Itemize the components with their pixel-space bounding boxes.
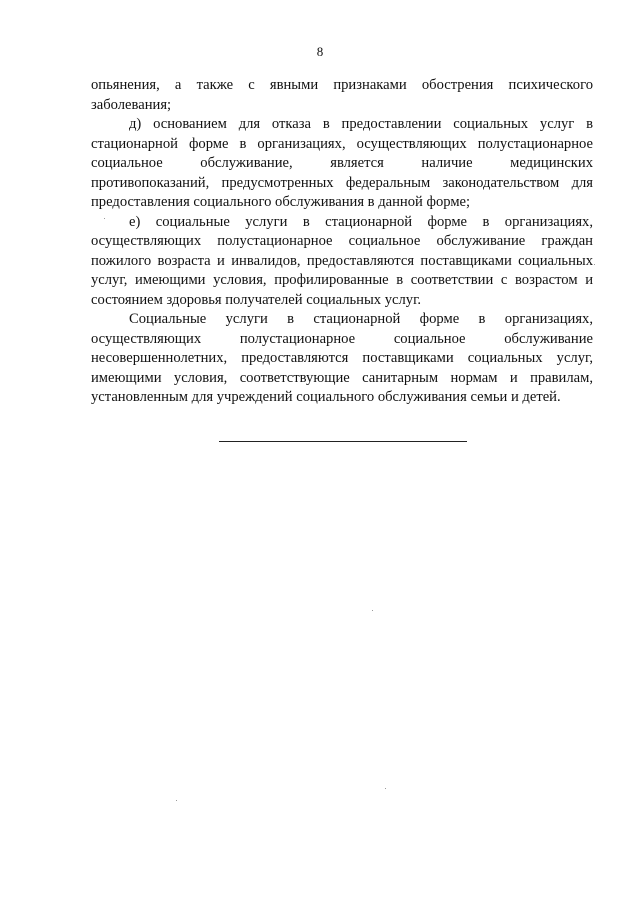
scan-speck [372, 610, 373, 611]
text-line: предоставления социального обслуживания в данной форме; [91, 194, 471, 210]
scan-speck [176, 800, 177, 801]
text-line: опьянения, а также с явными признаками обострения психического [91, 77, 593, 93]
page-number: 8 [316, 44, 324, 59]
scan-speck [594, 264, 595, 265]
text-line: противопоказаний, предусмотренных федеральным законодательством для [91, 174, 593, 191]
scan-speck [104, 218, 105, 219]
text-line: д) основанием для отказа в предоставлении социальных услуг в [129, 116, 593, 132]
scan-speck [385, 788, 386, 789]
text-line: Социальные услуги в стационарной форме в организациях, [129, 311, 593, 327]
text-line: стационарной форме в организациях, осуществляющих полустационарное [91, 135, 593, 152]
text-line: е) социальные услуги в стационарной форме в организациях, [129, 213, 593, 230]
text-line: состоянием здоровья получателей социальных услуг. [91, 291, 422, 308]
body-text [91, 76, 593, 408]
end-divider [219, 441, 467, 442]
text-line: осуществляющих полустационарное социальное обслуживание [91, 330, 593, 347]
text-line: услуг, имеющими условия, профилированные в соответствии с возрастом и [91, 272, 593, 288]
text-line: несовершеннолетних, предоставляются поставщиками социальных услуг, [91, 350, 593, 366]
text-line: пожилого возраста и инвалидов, предоставляются поставщиками социальных [91, 252, 593, 269]
text-line: имеющими условия, соответствующие санитарным нормам и правилам, [91, 369, 593, 386]
text-line: осуществляющих полустационарное социальное обслуживание граждан [91, 233, 593, 249]
text-line: установленным для учреждений социального обслуживания семьи и детей. [91, 389, 561, 405]
text-line: социальное обслуживание, является наличие медицинских [91, 155, 593, 171]
text-line: заболевания; [91, 96, 172, 113]
